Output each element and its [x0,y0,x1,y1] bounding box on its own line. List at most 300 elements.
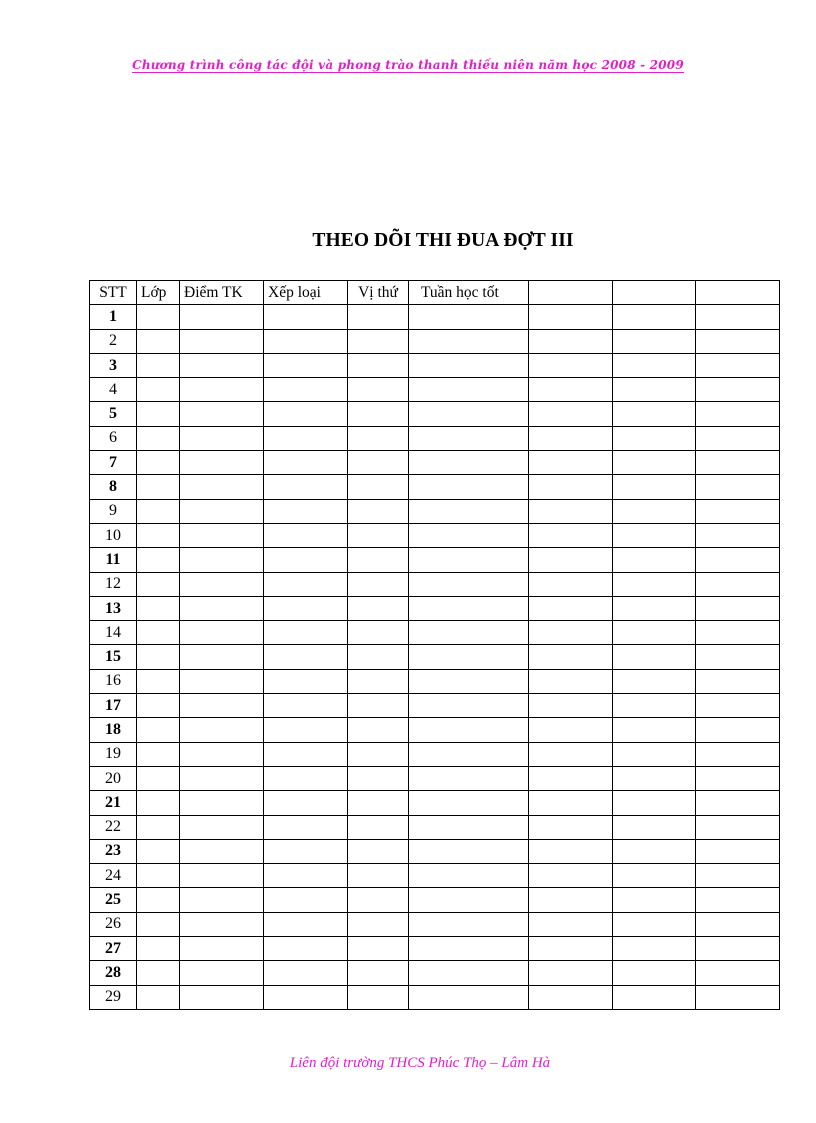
empty-cell [180,548,264,572]
empty-cell [529,669,613,693]
empty-cell [264,523,348,547]
empty-cell [409,645,529,669]
empty-cell [613,742,696,766]
empty-cell [696,888,780,912]
empty-cell [180,766,264,790]
empty-cell [696,353,780,377]
empty-cell [613,523,696,547]
table-row [90,961,780,985]
empty-cell [529,548,613,572]
empty-cell [696,572,780,596]
empty-cell [180,815,264,839]
empty-cell [409,475,529,499]
row-number-cell: 5 [90,402,137,426]
empty-cell [264,499,348,523]
column-header-extra-3 [696,281,780,305]
empty-cell [137,791,180,815]
empty-cell [613,572,696,596]
empty-cell [409,596,529,620]
empty-cell [613,621,696,645]
empty-cell [696,694,780,718]
emulation-tracking-table [89,280,780,1010]
empty-cell [529,451,613,475]
empty-cell [529,937,613,961]
empty-cell [613,912,696,936]
empty-cell [529,402,613,426]
row-number-cell: 25 [90,888,137,912]
empty-cell [696,864,780,888]
empty-cell [348,621,409,645]
empty-cell [409,864,529,888]
empty-cell [348,499,409,523]
table-row [90,888,780,912]
empty-cell [613,694,696,718]
empty-cell [613,864,696,888]
empty-cell [529,888,613,912]
empty-cell [264,839,348,863]
empty-cell [137,621,180,645]
empty-cell [264,985,348,1009]
empty-cell [529,985,613,1009]
row-number-cell: 16 [90,669,137,693]
empty-cell [264,548,348,572]
table-row [90,645,780,669]
table-row [90,548,780,572]
table-row [90,766,780,790]
empty-cell [529,426,613,450]
table-row [90,353,780,377]
empty-cell [137,985,180,1009]
empty-cell [613,596,696,620]
empty-cell [529,305,613,329]
empty-cell [613,839,696,863]
empty-cell [613,766,696,790]
page-header-text: Chương trình công tác đội và phong trào thanh thiếu niên năm học 2008 - 2009 [132,58,684,72]
empty-cell [348,815,409,839]
empty-cell [529,839,613,863]
table-row [90,839,780,863]
empty-cell [348,937,409,961]
empty-cell [409,912,529,936]
column-header-rank: Vị thứ [348,281,409,305]
row-number-cell: 24 [90,864,137,888]
empty-cell [180,353,264,377]
row-number-cell: 1 [90,305,137,329]
empty-cell [180,523,264,547]
empty-cell [348,985,409,1009]
empty-cell [348,961,409,985]
empty-cell [180,645,264,669]
empty-cell [696,742,780,766]
empty-cell [137,645,180,669]
empty-cell [264,912,348,936]
empty-cell [348,912,409,936]
empty-cell [409,694,529,718]
empty-cell [264,961,348,985]
empty-cell [696,669,780,693]
empty-cell [264,645,348,669]
empty-cell [180,475,264,499]
column-header-good-week: Tuần học tốt [409,281,529,305]
empty-cell [613,353,696,377]
empty-cell [180,937,264,961]
empty-cell [264,305,348,329]
row-number-cell: 13 [90,596,137,620]
empty-cell [348,839,409,863]
empty-cell [409,548,529,572]
table-row [90,669,780,693]
table-row [90,426,780,450]
column-header-extra-2 [613,281,696,305]
table-row [90,402,780,426]
row-number-cell: 19 [90,742,137,766]
empty-cell [180,718,264,742]
table-row [90,451,780,475]
empty-cell [409,985,529,1009]
empty-cell [348,596,409,620]
table-row [90,329,780,353]
empty-cell [529,815,613,839]
empty-cell [529,791,613,815]
empty-cell [264,669,348,693]
empty-cell [137,329,180,353]
empty-cell [180,596,264,620]
empty-cell [529,718,613,742]
empty-cell [180,791,264,815]
empty-cell [137,742,180,766]
table-body [90,305,780,1010]
empty-cell [348,694,409,718]
empty-cell [180,305,264,329]
empty-cell [696,912,780,936]
empty-cell [137,864,180,888]
empty-cell [137,572,180,596]
empty-cell [409,402,529,426]
column-header-stt: STT [90,281,137,305]
empty-cell [409,669,529,693]
empty-cell [409,305,529,329]
empty-cell [529,864,613,888]
empty-cell [180,329,264,353]
empty-cell [613,645,696,669]
empty-cell [264,718,348,742]
empty-cell [409,742,529,766]
empty-cell [348,572,409,596]
row-number-cell: 27 [90,937,137,961]
empty-cell [409,791,529,815]
row-number-cell: 6 [90,426,137,450]
empty-cell [409,499,529,523]
empty-cell [696,378,780,402]
empty-cell [180,839,264,863]
empty-cell [180,669,264,693]
empty-cell [696,548,780,572]
empty-cell [613,305,696,329]
empty-cell [348,426,409,450]
empty-cell [137,937,180,961]
empty-cell [348,742,409,766]
empty-cell [137,402,180,426]
empty-cell [264,621,348,645]
empty-cell [137,961,180,985]
empty-cell [137,815,180,839]
row-number-cell: 17 [90,694,137,718]
empty-cell [613,548,696,572]
empty-cell [348,718,409,742]
empty-cell [348,402,409,426]
row-number-cell: 9 [90,499,137,523]
empty-cell [264,766,348,790]
table-row [90,621,780,645]
empty-cell [137,888,180,912]
empty-cell [137,475,180,499]
empty-cell [696,426,780,450]
empty-cell [348,864,409,888]
empty-cell [180,985,264,1009]
row-number-cell: 23 [90,839,137,863]
empty-cell [696,451,780,475]
empty-cell [137,718,180,742]
row-number-cell: 8 [90,475,137,499]
table-row [90,694,780,718]
row-number-cell: 18 [90,718,137,742]
empty-cell [696,645,780,669]
empty-cell [613,329,696,353]
table-row [90,791,780,815]
empty-cell [348,329,409,353]
empty-cell [696,791,780,815]
empty-cell [613,791,696,815]
empty-cell [529,645,613,669]
empty-cell [180,402,264,426]
empty-cell [264,694,348,718]
empty-cell [529,912,613,936]
empty-cell [529,621,613,645]
table-row [90,523,780,547]
document-title: THEO DÕI THI ĐUA ĐỢT III [312,230,574,251]
empty-cell [348,378,409,402]
empty-cell [409,718,529,742]
empty-cell [409,961,529,985]
empty-cell [696,839,780,863]
empty-cell [696,305,780,329]
row-number-cell: 12 [90,572,137,596]
empty-cell [613,815,696,839]
empty-cell [409,766,529,790]
empty-cell [696,937,780,961]
empty-cell [409,572,529,596]
empty-cell [613,961,696,985]
empty-cell [137,523,180,547]
empty-cell [613,937,696,961]
empty-cell [613,451,696,475]
empty-cell [264,572,348,596]
row-number-cell: 7 [90,451,137,475]
empty-cell [529,329,613,353]
table-row [90,742,780,766]
empty-cell [348,791,409,815]
table-row [90,985,780,1009]
empty-cell [180,572,264,596]
empty-cell [613,402,696,426]
empty-cell [137,353,180,377]
empty-cell [137,378,180,402]
page-footer: Liên đội trường THCS Phúc Thọ – Lâm Hà [289,1055,551,1071]
empty-cell [696,815,780,839]
empty-cell [348,523,409,547]
table-row [90,378,780,402]
table-row [90,475,780,499]
empty-cell [137,426,180,450]
empty-cell [409,523,529,547]
empty-cell [180,961,264,985]
empty-cell [696,402,780,426]
empty-cell [529,475,613,499]
empty-cell [264,864,348,888]
empty-cell [180,621,264,645]
empty-cell [180,864,264,888]
empty-cell [613,985,696,1009]
row-number-cell: 22 [90,815,137,839]
empty-cell [409,329,529,353]
empty-cell [409,937,529,961]
row-number-cell: 28 [90,961,137,985]
empty-cell [529,353,613,377]
row-number-cell: 3 [90,353,137,377]
empty-cell [696,985,780,1009]
empty-cell [613,669,696,693]
empty-cell [529,961,613,985]
table-row [90,815,780,839]
row-number-cell: 29 [90,985,137,1009]
empty-cell [529,694,613,718]
empty-cell [264,815,348,839]
empty-cell [264,451,348,475]
empty-cell [613,499,696,523]
table-row [90,305,780,329]
table-row [90,718,780,742]
empty-cell [264,742,348,766]
empty-cell [529,378,613,402]
empty-cell [696,621,780,645]
empty-cell [180,742,264,766]
empty-cell [696,329,780,353]
empty-cell [696,523,780,547]
empty-cell [137,596,180,620]
empty-cell [409,621,529,645]
empty-cell [137,499,180,523]
empty-cell [137,305,180,329]
column-header-class: Lớp [137,281,180,305]
empty-cell [264,402,348,426]
empty-cell [137,548,180,572]
row-number-cell: 14 [90,621,137,645]
empty-cell [348,353,409,377]
empty-cell [180,451,264,475]
empty-cell [409,426,529,450]
empty-cell [696,475,780,499]
empty-cell [529,596,613,620]
empty-cell [348,305,409,329]
row-number-cell: 20 [90,766,137,790]
empty-cell [264,791,348,815]
empty-cell [180,378,264,402]
empty-cell [409,839,529,863]
empty-cell [696,499,780,523]
empty-cell [613,718,696,742]
empty-cell [529,523,613,547]
empty-cell [409,353,529,377]
column-header-score: Điểm TK [180,281,264,305]
empty-cell [264,596,348,620]
empty-cell [137,669,180,693]
empty-cell [137,694,180,718]
empty-cell [613,888,696,912]
empty-cell [264,937,348,961]
empty-cell [696,961,780,985]
table-row [90,499,780,523]
empty-cell [180,694,264,718]
empty-cell [348,451,409,475]
column-header-extra-1 [529,281,613,305]
table-row [90,864,780,888]
empty-cell [409,888,529,912]
row-number-cell: 11 [90,548,137,572]
empty-cell [348,548,409,572]
empty-cell [696,596,780,620]
empty-cell [348,645,409,669]
empty-cell [613,426,696,450]
row-number-cell: 4 [90,378,137,402]
empty-cell [348,888,409,912]
table-row [90,596,780,620]
empty-cell [137,766,180,790]
empty-cell [180,888,264,912]
row-number-cell: 15 [90,645,137,669]
empty-cell [264,329,348,353]
empty-cell [137,451,180,475]
empty-cell [529,572,613,596]
page-header [0,58,816,72]
empty-cell [264,378,348,402]
empty-cell [180,912,264,936]
empty-cell [613,475,696,499]
row-number-cell: 21 [90,791,137,815]
empty-cell [180,426,264,450]
empty-cell [409,378,529,402]
empty-cell [264,475,348,499]
empty-cell [180,499,264,523]
empty-cell [348,766,409,790]
empty-cell [613,378,696,402]
column-header-rating: Xếp loại [264,281,348,305]
table-row [90,912,780,936]
empty-cell [696,766,780,790]
empty-cell [264,353,348,377]
empty-cell [696,718,780,742]
empty-cell [529,766,613,790]
empty-cell [137,912,180,936]
empty-cell [409,815,529,839]
table-row [90,572,780,596]
empty-cell [137,839,180,863]
empty-cell [529,499,613,523]
table-row [90,937,780,961]
empty-cell [529,742,613,766]
table-header-row [90,281,780,305]
empty-cell [409,451,529,475]
empty-cell [348,669,409,693]
